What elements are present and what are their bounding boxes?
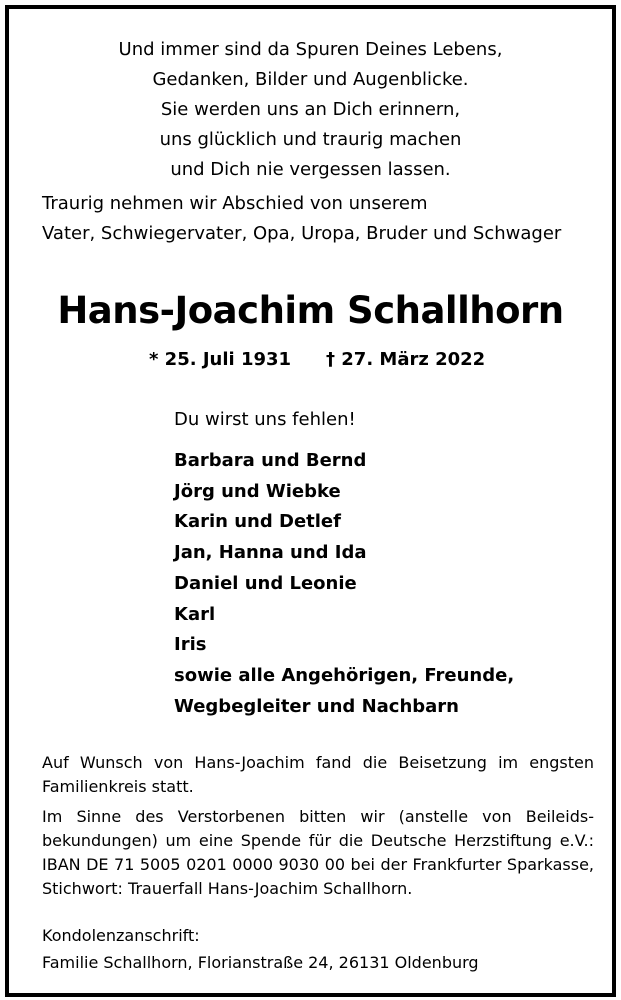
birth-date: * 25. Juli 1931 [149, 349, 292, 370]
death-date: † 27. März 2022 [326, 349, 486, 370]
mourner-entry: Karin und Detlef [174, 511, 341, 533]
poem-line: Und immer sind da Spuren Deines Lebens, [118, 39, 503, 60]
missed-line: Du wirst uns fehlen! [174, 409, 356, 430]
poem-line: Gedanken, Bilder und Augenblicke. [152, 69, 469, 90]
mourner-entry: Daniel und Leonie [174, 572, 357, 594]
mourner-entry: sowie alle Angehörigen, Freunde, [174, 664, 515, 686]
poem-line: uns glücklich und traurig machen [159, 129, 462, 150]
mourner-entry: Barbara und Bernd [174, 450, 367, 471]
poem-line: und Dich nie vergessen lassen. [170, 159, 451, 180]
farewell-intro [42, 189, 561, 249]
deceased-name: Hans-Joachim Schallhorn [57, 289, 564, 332]
condolence-contact [42, 922, 479, 976]
mourners-list [174, 446, 514, 722]
mourner-entry: Karl [174, 603, 216, 625]
condolence-label: Kondolenzanschrift: [42, 926, 200, 945]
mourner-entry: Wegbegleiter und Nachbarn [174, 695, 459, 717]
condolence-address: Familie Schallhorn, Florianstraße 24, 26131 Oldenburg [42, 953, 479, 972]
intro-line: Vater, Schwiegervater, Opa, Uropa, Bruder und Schwager [42, 223, 562, 244]
obituary-notice [5, 5, 616, 997]
memorial-poem [9, 35, 612, 185]
donation-note: Im Sinne des Verstorbenen bitten wir (anstelle von Beileidsbekundungen) um eine Spende für die Deutsche Herzstiftung e.V.: IBAN DE 71 5005 0201 0000 9030 00 bei der Frankfurter Sparkasse, Stichwort: Trauerfall Hans-Joachim Schallhorn. [42, 807, 594, 898]
mourner-entry: Iris [174, 634, 207, 656]
poem-line: Sie werden uns an Dich erinnern, [160, 99, 461, 120]
mourner-entry: Jörg und Wiebke [174, 480, 341, 502]
funeral-note: Auf Wunsch von Hans-Joachim fand die Beisetzung im engsten Familienkreis statt. [42, 753, 594, 796]
mourner-entry: Jan, Hanna und Ida [174, 542, 367, 564]
intro-line: Traurig nehmen wir Abschied von unserem [42, 193, 428, 214]
